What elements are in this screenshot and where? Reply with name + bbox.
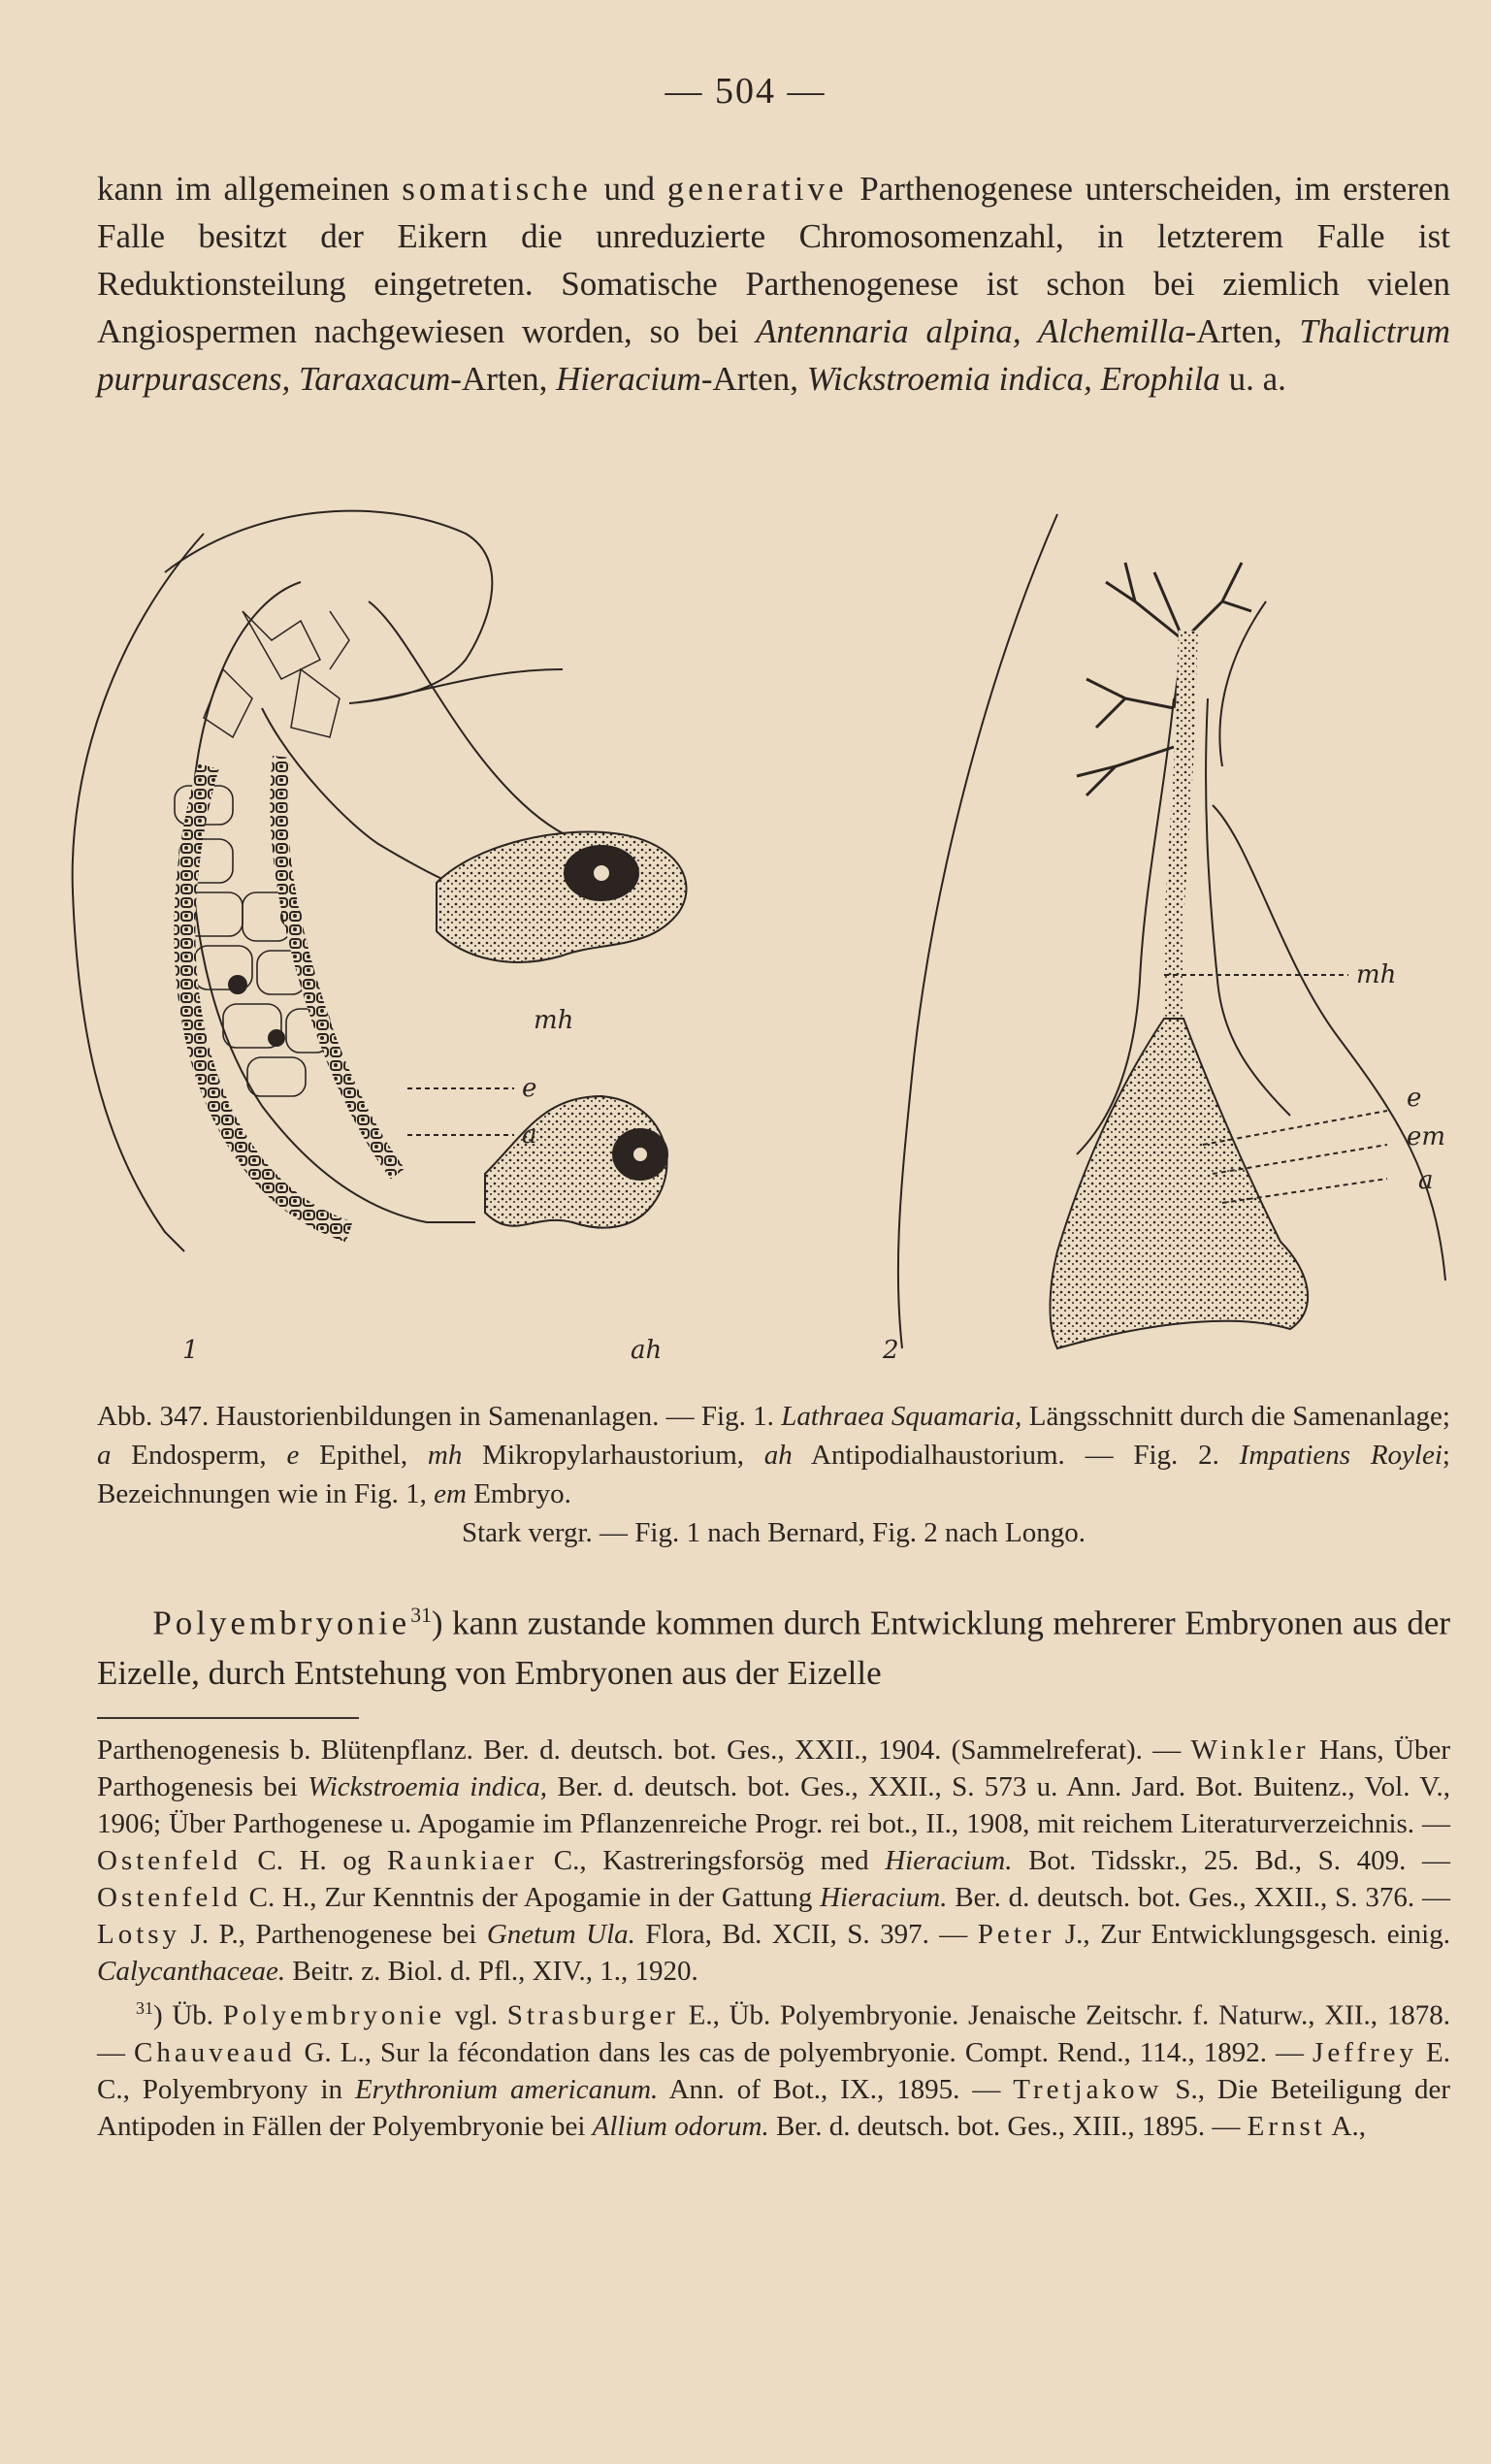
label-a-fig2: a (1418, 1166, 1434, 1195)
footnote-ref-31: 31 (410, 1604, 432, 1627)
fig2-embryo-mass (1051, 1019, 1309, 1348)
page-number: — 504 — (664, 71, 827, 112)
intro-paragraph: kann im allgemeinen somatische und generative Parthenogenese unterscheiden, im ersteren Falle besitzt der Eikern die unreduzierte Chromosomenzahl, in letzterem Falle ist Reduktionsteilung eingetreten. Somatische Parthenogenese ist schon bei ziemlich vielen Angiospermen nachgewiesen worden, so bei Antennaria alpina, Alchemilla-Arten, Thalictrum purpurascens, Taraxacum-Arten, Hieracium-Arten, Wickstroemia indica, Erophila u. a. (97, 170, 1450, 398)
fig1-epithelium (184, 766, 349, 1232)
label-mh-fig2: mh (1356, 960, 1397, 989)
fig1-number: 1 (182, 1336, 199, 1365)
figure-347-illustration (58, 475, 1455, 1387)
caption-source: Stark vergr. — Fig. 1 nach Bernard, Fig. 2 nach Longo. (462, 1517, 1086, 1548)
footnote-divider (97, 1717, 359, 1719)
footnotes (97, 1732, 1450, 2145)
polyembryonie-paragraph: Polyembryonie$^{31}$) kann zustande kommen durch Entwicklung mehrerer Embryonen aus der Eizelle, durch Entstehung von Embryonen aus der Eizelle (97, 1604, 1451, 1692)
fig2-integument-left (898, 514, 1057, 1348)
label-e-fig2: e (1407, 1084, 1422, 1113)
fig1-micropylar-haustorium (437, 831, 687, 961)
label-em: em (1407, 1122, 1446, 1151)
label-a-fig1: a (522, 1120, 537, 1150)
fig1-integument-upper (165, 511, 563, 703)
figure-caption: Abb. 347. Haustorienbildungen in Samenanlagen. — Fig. 1. Lathraea Squamaria, Längsschnitt durch die Samenanlage; a Endosperm, e Epithel, mh Mikropylarhaustorium, ah Antipodialhaustorium. — Fig. 2. Impatiens Roylei; Bezeichnungen wie in Fig. 1, em Embryo. Stark vergr. — Fig. 1 nach Bernard, Fig. 2 nach Longo. (97, 1397, 1450, 1552)
footnote-31: $^{31}$) Üb. Polyembryonie vgl. Strasburger E., Üb. Polyembryonie. Jenaische Zeitschr. f. Naturw., XII., 1878. — Chauveaud G. L., Sur la fécondation dans les cas de polyembryonie. Compt. Rend., 114., 1892. — Jeffrey E. C., Polyembryony in Erythronium americanum. Ann. of Bot., IX., 1895. — Tretjakow S., Die Beteiligung der Antipoden in Fällen der Polyembryonie bei Allium odorum. Ber. d. deutsch. bot. Ges., XIII., 1895. — Ernst A., (97, 1998, 1451, 2142)
label-e-fig1: e (522, 1074, 537, 1103)
label-mh-fig1: mh (534, 1006, 574, 1035)
fig2-number: 2 (883, 1336, 899, 1365)
footnote-continued: Parthenogenesis b. Blütenpflanz. Ber. d. deutsch. bot. Ges., XXII., 1904. (Sammelreferat). — Winkler Hans, Über Parthogenesis bei Wickstroemia indica, Ber. d. deutsch. bot. Ges., XXII., S. 573 u. Ann. Jard. Bot. Buitenz., Vol. V., 1906; Über Parthogenese u. Apogamie im Pflanzenreiche Progr. rei bot., II., 1908, mit reichem Literaturverzeichnis. — Ostenfeld C. H. og Raunkiaer C., Kastreringsforsög med Hieracium. Bot. Tidsskr., 25. Bd., S. 409. — Ostenfeld C. H., Zur Kenntnis der Apogamie in der Gattung Hieracium. Ber. d. deutsch. bot. Ges., XXII., S. 376. — Lotsy J. P., Parthenogenese bei Gnetum Ula. Flora, Bd. XCII, S. 397. — Peter J., Zur Entwicklungsgesch. einig. Calycanthaceae. Beitr. z. Biol. d. Pfl., XIV., 1., 1920. (97, 1735, 1451, 1987)
label-ah: ah (631, 1336, 663, 1365)
